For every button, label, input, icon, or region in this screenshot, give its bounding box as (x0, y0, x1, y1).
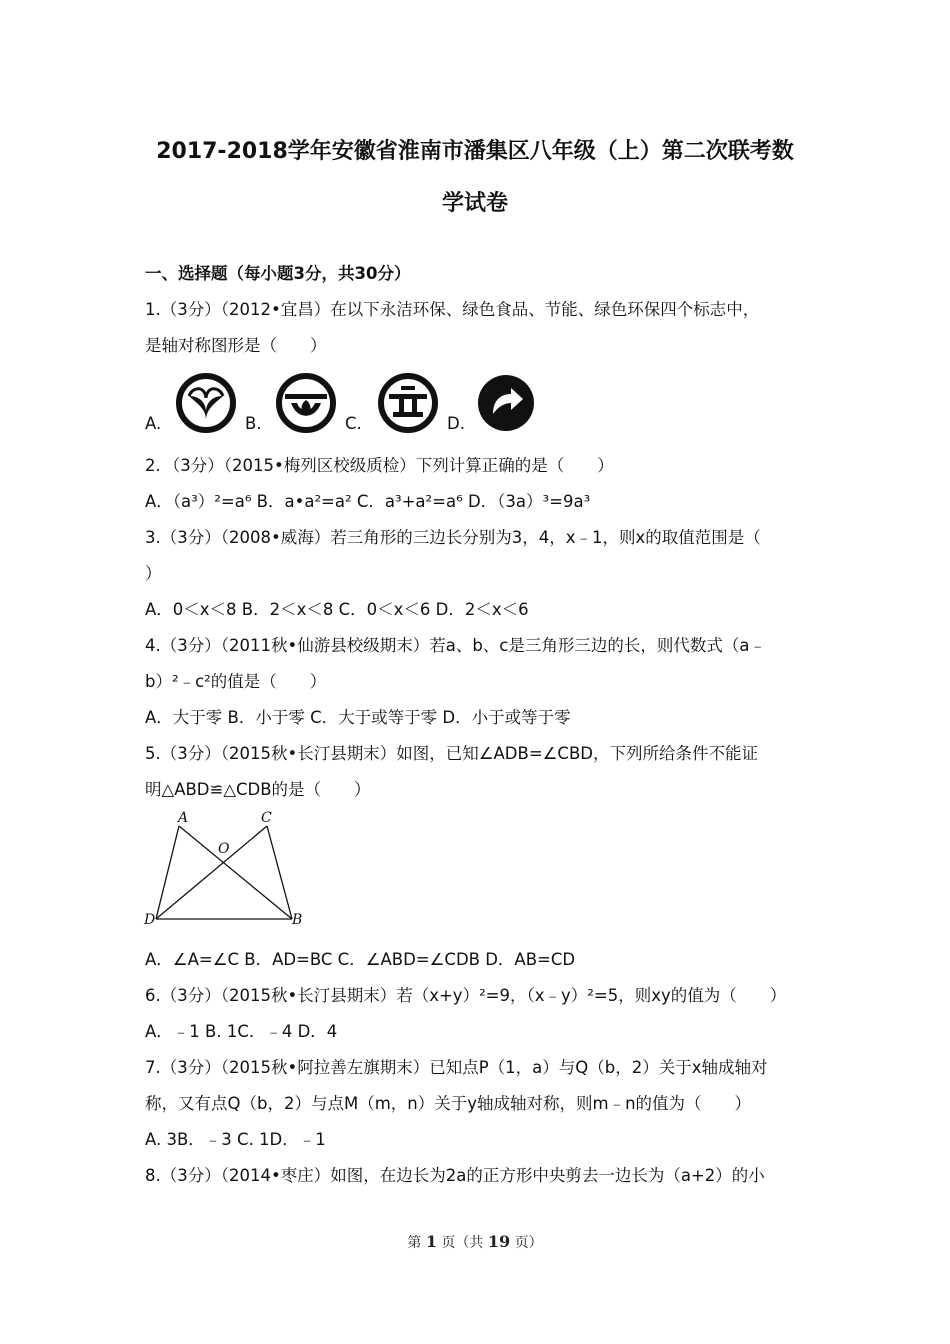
green-food-logo-icon (275, 372, 337, 434)
q1-stem-line1: 1.（3分）（2012•宜昌）在以下永洁环保、绿色食品、节能、绿色环保四个标志中， (145, 300, 760, 319)
q3-options: A．0＜x＜8 B．2＜x＜8 C．0＜x＜6 D．2＜x＜6 (145, 600, 529, 619)
point-label-o: O (218, 841, 230, 857)
energy-saving-logo-icon (377, 372, 439, 434)
point-label-b: B (292, 912, 303, 928)
q3-stem-line2: ） (145, 564, 162, 583)
q1-stem-line2: 是轴对称图形是（ ） (145, 336, 327, 355)
q2-options: A．（a³）²=a⁶ B．a•a²=a² C．a³+a²=a⁶ D．（3a）³=9a³ (145, 492, 591, 511)
footer-total-pages: 19 (487, 1232, 511, 1251)
q8-stem-line1: 8.（3分）（2014•枣庄）如图，在边长为2a的正方形中央剪去一边长为（a+2）的小 (145, 1166, 765, 1185)
footer-page-number: 1 (425, 1232, 437, 1251)
q7-stem-line1: 7.（3分）（2015秋•阿拉善左旗期末）已知点P（1，a）与Q（b，2）关于x轴成轴对 (145, 1058, 768, 1077)
q4-options: A．大于零 B．小于零 C．大于或等于零 D．小于或等于零 (145, 708, 571, 727)
leaf-logo-icon (175, 372, 237, 434)
doc-title-line2: 学试卷 (441, 191, 508, 216)
q6-options: A．﹣1 B. 1C．﹣4 D．4 (145, 1022, 338, 1041)
footer-middle: 页（共 (436, 1235, 488, 1251)
footer-suffix: 页） (510, 1235, 543, 1251)
point-label-a: A (178, 810, 189, 826)
section-heading: 一、选择题（每小题3分，共30分） (145, 264, 411, 283)
segment-cb (267, 826, 292, 919)
segment-ab (179, 826, 292, 919)
q1-option-label-d: D. (447, 414, 465, 433)
q2-stem: 2．（3分）（2015•梅列区校级质检）下列计算正确的是（ ） (145, 456, 614, 475)
q5-options: A．∠A=∠C B．AD=BC C．∠ABD=∠CDB D．AB=CD (145, 950, 576, 969)
q1-option-label-c: C. (345, 414, 362, 433)
point-label-d: D (144, 912, 156, 928)
q6-stem: 6.（3分）（2015秋•长汀县期末）若（x+y）²=9，（x﹣y）²=5，则xy的值为（ ） (145, 986, 787, 1005)
q7-options: A. 3B．﹣3 C. 1D．﹣1 (145, 1130, 326, 1149)
q1-options (145, 368, 565, 438)
point-label-c: C (261, 810, 272, 826)
q4-stem-line2: b）²﹣c²的值是（ ） (145, 672, 327, 691)
segment-cd (156, 826, 267, 919)
segment-ad (156, 826, 179, 919)
footer-prefix: 第 (407, 1235, 426, 1251)
q5-stem-line2: 明△ABD≌△CDB的是（ ） (145, 780, 371, 799)
page-footer (0, 1232, 950, 1252)
q1-option-label-b: B. (245, 414, 262, 433)
q3-stem-line1: 3.（3分）（2008•威海）若三角形的三边长分别为3，4，x﹣1，则x的取值范围是（ (145, 528, 761, 547)
q5-stem-line1: 5.（3分）（2015秋•长汀县期末）如图，已知∠ADB=∠CBD，下列所给条件不能证 (145, 744, 758, 763)
doc-title-line1: 2017-2018学年安徽省淮南市潘集区八年级（上）第二次联考数 (156, 139, 794, 164)
recycle-logo-icon (475, 372, 537, 434)
q1-option-label-a: A. (145, 414, 162, 433)
q4-stem-line1: 4.（3分）（2011秋•仙游县校级期末）若a、b、c是三角形三边的长，则代数式（a﹣ (145, 636, 766, 655)
q5-geometry-figure (142, 806, 312, 930)
q7-stem-line2: 称，又有点Q（b，2）与点M（m，n）关于y轴成轴对称，则m﹣n的值为（ ） (145, 1094, 752, 1113)
